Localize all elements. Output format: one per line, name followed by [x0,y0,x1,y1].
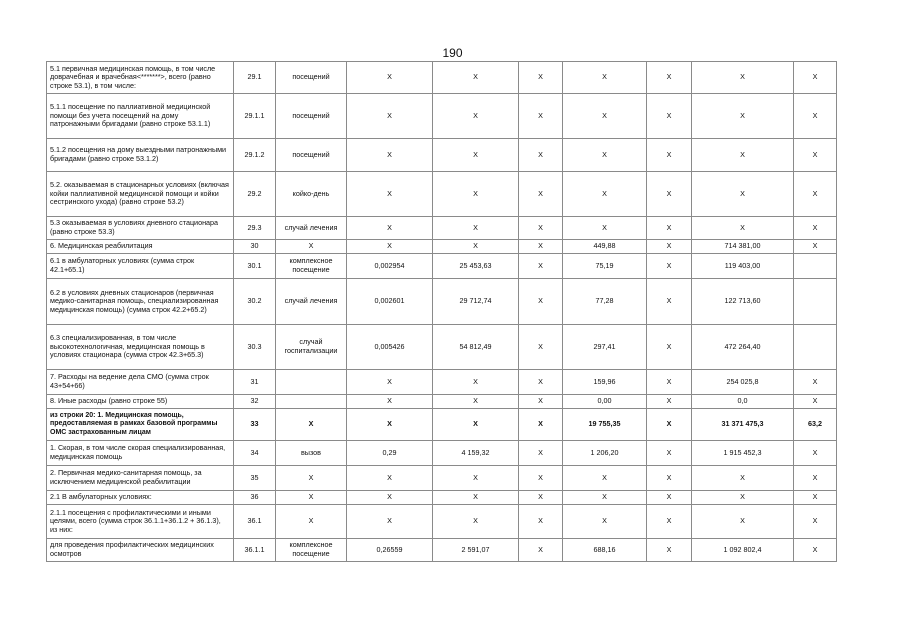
per-capita-cell: 449,88 [563,240,647,254]
share-percent-cell: X [794,62,837,94]
row-name-cell: 8. Иные расходы (равно строке 55) [47,395,234,409]
volume-norm-cell: X [347,172,433,217]
row-code-cell: 30 [234,240,276,254]
table-row [47,505,837,539]
row-name-cell: 5.1.2 посещения на дому выездными патронажными бригадами (равно строке 53.1.2) [47,139,234,172]
share-percent-cell: X [794,139,837,172]
row-code-cell: 30.2 [234,279,276,325]
col-x2-cell: X [647,441,692,466]
per-capita-cell: X [563,172,647,217]
volume-norm-cell: X [347,62,433,94]
table-row [47,466,837,491]
total-amount-cell: 122 713,60 [692,279,794,325]
cost-norm-cell: X [433,94,519,139]
total-amount-cell: X [692,491,794,505]
unit-cell: X [276,505,347,539]
col-x-cell: X [519,217,563,240]
unit-cell [276,370,347,395]
share-percent-cell: X [794,466,837,491]
total-amount-cell: 1 092 802,4 [692,539,794,562]
total-amount-cell: X [692,139,794,172]
volume-norm-cell: 0,002601 [347,279,433,325]
row-name-cell: 2.1.1 посещения с профилактическими и иными целями, всего (сумма строк 36.1.1+36.1.2 + 36.1.3), из них: [47,505,234,539]
share-percent-cell: X [794,172,837,217]
cost-norm-cell: X [433,172,519,217]
col-x2-cell: X [647,491,692,505]
share-percent-cell: 63,2 [794,409,837,441]
unit-cell: комплексное посещение [276,254,347,279]
unit-cell: X [276,409,347,441]
row-code-cell: 33 [234,409,276,441]
total-amount-cell: 472 264,40 [692,325,794,370]
col-x-cell: X [519,491,563,505]
share-percent-cell: X [794,217,837,240]
cost-norm-cell: 4 159,32 [433,441,519,466]
col-x2-cell: X [647,139,692,172]
col-x-cell: X [519,62,563,94]
col-x2-cell: X [647,409,692,441]
tariff-table [46,61,837,562]
unit-cell: вызов [276,441,347,466]
row-name-cell: 2. Первичная медико-санитарная помощь, за исключением медицинской реабилитации [47,466,234,491]
row-name-cell: 6.2 в условиях дневных стационаров (первичная медико-санитарная помощь, специализированная медицинская помощь) (сумма строк 42.2+65.2) [47,279,234,325]
per-capita-cell: X [563,491,647,505]
table-row [47,279,837,325]
total-amount-cell: X [692,94,794,139]
col-x2-cell: X [647,505,692,539]
col-x-cell: X [519,254,563,279]
cost-norm-cell: X [433,217,519,240]
share-percent-cell [794,279,837,325]
cost-norm-cell: X [433,139,519,172]
table-row [47,395,837,409]
per-capita-cell: X [563,217,647,240]
per-capita-cell: 1 206,20 [563,441,647,466]
total-amount-cell: 119 403,00 [692,254,794,279]
row-name-cell: 5.2. оказываемая в стационарных условиях (включая койки паллиативной медицинской помощи и койки сестринского ухода) (равно строке 53.2) [47,172,234,217]
total-amount-cell: X [692,217,794,240]
row-code-cell: 29.2 [234,172,276,217]
row-name-cell: 6.3 специализированная, в том числе высокотехнологичная, медицинская помощь в условиях стационара (сумма строк 42.3+65.3) [47,325,234,370]
table-row [47,139,837,172]
total-amount-cell: 714 381,00 [692,240,794,254]
cost-norm-cell: 54 812,49 [433,325,519,370]
unit-cell: случай лечения [276,217,347,240]
cost-norm-cell: X [433,505,519,539]
per-capita-cell: X [563,466,647,491]
col-x-cell: X [519,441,563,466]
row-name-cell: из строки 20: 1. Медицинская помощь, предоставляемая в рамках базовой программы ОМС застрахованным лицам [47,409,234,441]
unit-cell: случай лечения [276,279,347,325]
row-name-cell: для проведения профилактических медицинских осмотров [47,539,234,562]
row-code-cell: 29.3 [234,217,276,240]
table-row [47,409,837,441]
share-percent-cell [794,254,837,279]
row-code-cell: 34 [234,441,276,466]
row-code-cell: 29.1 [234,62,276,94]
per-capita-cell: 159,96 [563,370,647,395]
share-percent-cell: X [794,370,837,395]
col-x-cell: X [519,139,563,172]
per-capita-cell: 77,28 [563,279,647,325]
per-capita-cell: 0,00 [563,395,647,409]
col-x2-cell: X [647,254,692,279]
unit-cell: случай госпитализации [276,325,347,370]
table-row [47,94,837,139]
table-row [47,62,837,94]
share-percent-cell: X [794,491,837,505]
col-x-cell: X [519,94,563,139]
cost-norm-cell: X [433,409,519,441]
volume-norm-cell: X [347,395,433,409]
row-name-cell: 6. Медицинская реабилитация [47,240,234,254]
row-code-cell: 31 [234,370,276,395]
col-x2-cell: X [647,94,692,139]
total-amount-cell: X [692,505,794,539]
volume-norm-cell: X [347,505,433,539]
cost-norm-cell: 2 591,07 [433,539,519,562]
volume-norm-cell: X [347,94,433,139]
col-x2-cell: X [647,395,692,409]
per-capita-cell: X [563,505,647,539]
unit-cell: X [276,491,347,505]
unit-cell: посещений [276,94,347,139]
unit-cell [276,395,347,409]
volume-norm-cell: X [347,466,433,491]
col-x2-cell: X [647,279,692,325]
col-x2-cell: X [647,539,692,562]
row-name-cell: 2.1 В амбулаторных условиях: [47,491,234,505]
table-row [47,539,837,562]
per-capita-cell: 75,19 [563,254,647,279]
page-number: 190 [442,46,463,60]
row-name-cell: 6.1 в амбулаторных условиях (сумма строк 42.1+65.1) [47,254,234,279]
cost-norm-cell: X [433,370,519,395]
row-code-cell: 30.3 [234,325,276,370]
total-amount-cell: X [692,466,794,491]
share-percent-cell: X [794,240,837,254]
total-amount-cell: 254 025,8 [692,370,794,395]
volume-norm-cell: X [347,240,433,254]
table-row [47,254,837,279]
table-row [47,325,837,370]
per-capita-cell: X [563,94,647,139]
table-row [47,172,837,217]
col-x-cell: X [519,466,563,491]
table-row [47,441,837,466]
cost-norm-cell: 25 453,63 [433,254,519,279]
unit-cell: посещений [276,62,347,94]
per-capita-cell: X [563,139,647,172]
col-x-cell: X [519,505,563,539]
col-x2-cell: X [647,466,692,491]
unit-cell: посещений [276,139,347,172]
total-amount-cell: 1 915 452,3 [692,441,794,466]
volume-norm-cell: 0,26559 [347,539,433,562]
col-x2-cell: X [647,217,692,240]
col-x2-cell: X [647,370,692,395]
col-x-cell: X [519,279,563,325]
per-capita-cell: 19 755,35 [563,409,647,441]
table-row [47,370,837,395]
total-amount-cell: 31 371 475,3 [692,409,794,441]
share-percent-cell: X [794,505,837,539]
row-name-cell: 5.1.1 посещение по паллиативной медицинской помощи без учета посещений на дому патронажными бригадами (равно строке 53.1.1) [47,94,234,139]
table-row [47,240,837,254]
col-x-cell: X [519,240,563,254]
col-x-cell: X [519,172,563,217]
share-percent-cell: X [794,94,837,139]
share-percent-cell [794,325,837,370]
volume-norm-cell: X [347,217,433,240]
unit-cell: X [276,466,347,491]
cost-norm-cell: X [433,491,519,505]
row-code-cell: 30.1 [234,254,276,279]
row-name-cell: 5.3 оказываемая в условиях дневного стационара (равно строке 53.3) [47,217,234,240]
unit-cell: комплексное посещение [276,539,347,562]
cost-norm-cell: X [433,62,519,94]
share-percent-cell: X [794,539,837,562]
share-percent-cell: X [794,395,837,409]
table-row [47,491,837,505]
row-code-cell: 32 [234,395,276,409]
unit-cell: X [276,240,347,254]
volume-norm-cell: 0,29 [347,441,433,466]
cost-norm-cell: X [433,395,519,409]
total-amount-cell: X [692,62,794,94]
col-x2-cell: X [647,240,692,254]
per-capita-cell: X [563,62,647,94]
row-name-cell: 7. Расходы на ведение дела СМО (сумма строк 43+54+66) [47,370,234,395]
col-x2-cell: X [647,62,692,94]
cost-norm-cell: X [433,240,519,254]
volume-norm-cell: X [347,370,433,395]
volume-norm-cell: 0,002954 [347,254,433,279]
volume-norm-cell: X [347,409,433,441]
cost-norm-cell: 29 712,74 [433,279,519,325]
row-code-cell: 29.1.1 [234,94,276,139]
table-row [47,217,837,240]
total-amount-cell: 0,0 [692,395,794,409]
row-code-cell: 36.1 [234,505,276,539]
share-percent-cell: X [794,441,837,466]
volume-norm-cell: X [347,139,433,172]
per-capita-cell: 688,16 [563,539,647,562]
col-x2-cell: X [647,172,692,217]
col-x2-cell: X [647,325,692,370]
per-capita-cell: 297,41 [563,325,647,370]
volume-norm-cell: X [347,491,433,505]
row-code-cell: 36 [234,491,276,505]
col-x-cell: X [519,325,563,370]
row-name-cell: 5.1 первичная медицинская помощь, в том числе доврачебная и врачебная<*******>, всего (равно строке 53.1), в том числе: [47,62,234,94]
row-code-cell: 36.1.1 [234,539,276,562]
row-code-cell: 29.1.2 [234,139,276,172]
unit-cell: койко-день [276,172,347,217]
row-code-cell: 35 [234,466,276,491]
col-x-cell: X [519,395,563,409]
volume-norm-cell: 0,005426 [347,325,433,370]
cost-norm-cell: X [433,466,519,491]
row-name-cell: 1. Скорая, в том числе скорая специализированная, медицинская помощь [47,441,234,466]
col-x-cell: X [519,539,563,562]
total-amount-cell: X [692,172,794,217]
col-x-cell: X [519,370,563,395]
col-x-cell: X [519,409,563,441]
